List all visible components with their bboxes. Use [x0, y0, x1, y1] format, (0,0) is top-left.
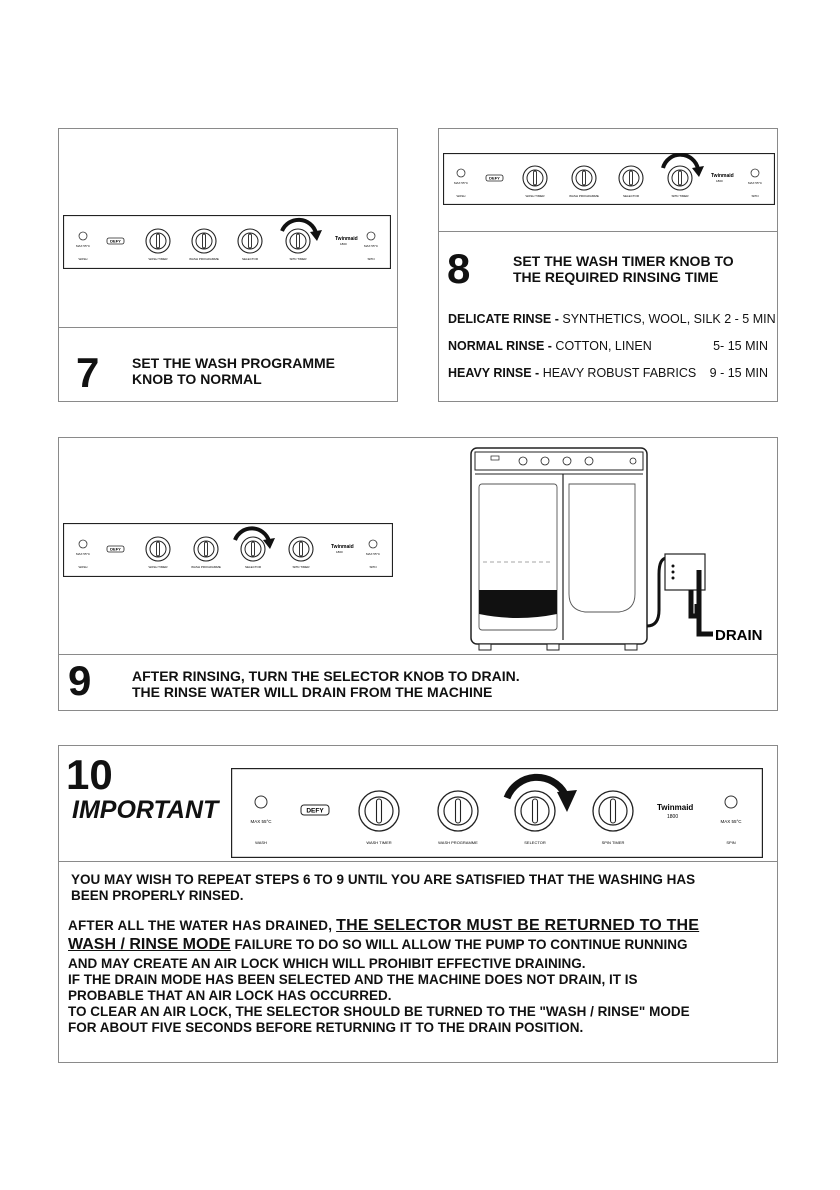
knob-spin-timer [668, 166, 692, 190]
knob-wash-programme [572, 166, 596, 190]
svg-text:Twinmaid: Twinmaid [331, 544, 354, 550]
control-panel-illustration [231, 768, 763, 858]
svg-text:WASH PROGRAMME: WASH PROGRAMME [191, 565, 221, 569]
warning-line3: AND MAY CREATE AN AIR LOCK WHICH WILL PROHIBIT EFFECTIVE DRAINING. [68, 956, 586, 971]
step9-instruction-line1: AFTER RINSING, TURN THE SELECTOR KNOB TO DRAIN. [132, 668, 520, 684]
warning-line4: IF THE DRAIN MODE HAS BEEN SELECTED AND THE MACHINE DOES NOT DRAIN, IT IS [68, 972, 638, 987]
step8-number: 8 [447, 245, 471, 292]
svg-text:DEFY: DEFY [306, 807, 324, 815]
step8-box [438, 128, 778, 402]
step9-instruction-line2: THE RINSE WATER WILL DRAIN FROM THE MACHINE [132, 684, 493, 700]
control-panel-svg [443, 153, 775, 205]
svg-text:SELECTOR: SELECTOR [622, 194, 640, 198]
svg-text:WASH PROGRAMME: WASH PROGRAMME [438, 840, 478, 845]
svg-text:SELECTOR: SELECTOR [524, 840, 546, 845]
svg-text:MAX 55°C: MAX 55°C [747, 181, 763, 185]
svg-text:DEFY: DEFY [110, 238, 121, 244]
warning-line2 [68, 937, 687, 953]
step7-instruction-line1: SET THE WASH PROGRAMME [132, 355, 336, 371]
step10-box [58, 745, 778, 1063]
drain-pipe-icon [699, 570, 713, 634]
repeat-note-line1: YOU MAY WISH TO REPEAT STEPS 6 TO 9 UNTIL YOU ARE SATISFIED THAT THE WASHING HAS [71, 872, 696, 887]
drain-label: DRAIN [715, 627, 763, 644]
svg-text:WASH TIMER: WASH TIMER [525, 194, 545, 198]
svg-text:MAX 55°C: MAX 55°C [75, 244, 91, 248]
knob-spin-timer [286, 229, 310, 253]
step8-instruction-line1: SET THE WASH TIMER KNOB TO [513, 253, 734, 269]
svg-text:SPIN TIMER: SPIN TIMER [289, 257, 307, 261]
control-panel-illustration [443, 153, 775, 205]
rinse-name: DELICATE RINSE - [448, 312, 559, 326]
step10-number: 10 [66, 751, 113, 798]
svg-text:1800: 1800 [340, 242, 347, 246]
knob-wash-programme [438, 791, 478, 831]
step10-heading: IMPORTANT [72, 796, 219, 824]
svg-text:WASH TIMER: WASH TIMER [148, 257, 168, 261]
repeat-note-line2: BEEN PROPERLY RINSED. [71, 888, 244, 903]
svg-text:Twinmaid: Twinmaid [657, 803, 694, 812]
warning-line7: FOR ABOUT FIVE SECONDS BEFORE RETURNING IT TO THE DRAIN POSITION. [68, 1020, 584, 1035]
washing-machine-drain-illustration [467, 444, 779, 654]
svg-text:WASH TIMER: WASH TIMER [148, 565, 168, 569]
svg-text:MAX 55°C: MAX 55°C [453, 181, 469, 185]
svg-text:SPIN: SPIN [751, 194, 759, 198]
warning-emphasis: THE SELECTOR MUST BE RETURNED TO THE [336, 917, 700, 934]
svg-text:MAX 55°C: MAX 55°C [250, 819, 272, 824]
knob-wash-timer [146, 537, 170, 561]
knob-selector [238, 229, 262, 253]
svg-text:WASH: WASH [456, 194, 466, 198]
knob-selector [515, 791, 555, 831]
control-panel-illustration [63, 523, 393, 577]
svg-text:WASH PROGRAMME: WASH PROGRAMME [189, 257, 219, 261]
step7-number: 7 [76, 349, 100, 396]
warning-line6: TO CLEAR AN AIR LOCK, THE SELECTOR SHOULD BE TURNED TO THE "WASH / RINSE" MODE [68, 1004, 690, 1019]
rinse-name: HEAVY RINSE - [448, 366, 540, 380]
rinse-fabrics: HEAVY ROBUST FABRICS [542, 366, 697, 380]
warning-line2-rest: FAILURE TO DO SO WILL ALLOW THE PUMP TO CONTINUE RUNNING [234, 937, 688, 952]
svg-text:SPIN TIMER: SPIN TIMER [601, 840, 625, 845]
knob-wash-programme [194, 537, 218, 561]
control-panel-svg [231, 768, 763, 858]
control-panel-svg [63, 523, 393, 577]
warning-line1 [68, 918, 699, 934]
knob-wash-programme [192, 229, 216, 253]
knob-wash-timer [146, 229, 170, 253]
washing-machine-svg [467, 444, 779, 654]
step8-instruction-line2: THE REQUIRED RINSING TIME [513, 269, 719, 285]
control-panel-svg [63, 215, 391, 269]
svg-text:SELECTOR: SELECTOR [244, 565, 262, 569]
warning-intro: AFTER ALL THE WATER HAS DRAINED, [68, 918, 333, 933]
svg-text:WASH: WASH [78, 565, 88, 569]
step9-box [58, 437, 778, 711]
svg-text:WASH: WASH [255, 840, 267, 845]
svg-text:SPIN TIMER: SPIN TIMER [292, 565, 310, 569]
svg-text:WASH: WASH [78, 257, 88, 261]
warning-emphasis: WASH / RINSE MODE [68, 936, 231, 953]
svg-text:SPIN: SPIN [369, 565, 377, 569]
svg-text:DEFY: DEFY [110, 546, 121, 552]
step7-instruction-line2: KNOB TO NORMAL [132, 371, 262, 387]
rinse-row-normal [448, 338, 652, 354]
knob-selector [241, 537, 265, 561]
svg-text:SELECTOR: SELECTOR [241, 257, 259, 261]
rinse-time: 9 - 15 MIN [709, 366, 768, 380]
rinse-time: 5- 15 MIN [713, 339, 768, 353]
knob-spin-timer [593, 791, 633, 831]
rinse-name: NORMAL RINSE - [448, 339, 552, 353]
knob-wash-timer [523, 166, 547, 190]
svg-text:SPIN TIMER: SPIN TIMER [671, 194, 689, 198]
svg-text:1800: 1800 [667, 814, 679, 820]
svg-text:MAX 55°C: MAX 55°C [720, 819, 742, 824]
svg-text:MAX 55°C: MAX 55°C [75, 552, 91, 556]
knob-spin-timer [289, 537, 313, 561]
svg-text:WASH PROGRAMME: WASH PROGRAMME [569, 194, 599, 198]
rinse-row-delicate [448, 311, 776, 327]
svg-text:DEFY: DEFY [489, 175, 500, 181]
svg-text:Twinmaid: Twinmaid [711, 173, 734, 179]
svg-text:SPIN: SPIN [367, 257, 375, 261]
svg-text:1800: 1800 [336, 550, 343, 554]
control-panel-illustration [63, 215, 391, 269]
svg-text:MAX 55°C: MAX 55°C [363, 244, 379, 248]
svg-text:1800: 1800 [716, 179, 723, 183]
rinse-row-heavy [448, 365, 696, 381]
step9-number: 9 [68, 657, 92, 704]
svg-text:WASH TIMER: WASH TIMER [366, 840, 392, 845]
rinse-fabrics: SYNTHETICS, WOOL, SILK 2 - 5 MIN [562, 312, 776, 326]
step7-box [58, 128, 398, 402]
warning-line5: PROBABLE THAT AN AIR LOCK HAS OCCURRED. [68, 988, 392, 1003]
svg-text:Twinmaid: Twinmaid [335, 236, 358, 242]
svg-text:SPIN: SPIN [726, 840, 736, 845]
knob-selector [619, 166, 643, 190]
rinse-fabrics: COTTON, LINEN [555, 339, 652, 353]
knob-wash-timer [359, 791, 399, 831]
svg-text:MAX 55°C: MAX 55°C [365, 552, 381, 556]
